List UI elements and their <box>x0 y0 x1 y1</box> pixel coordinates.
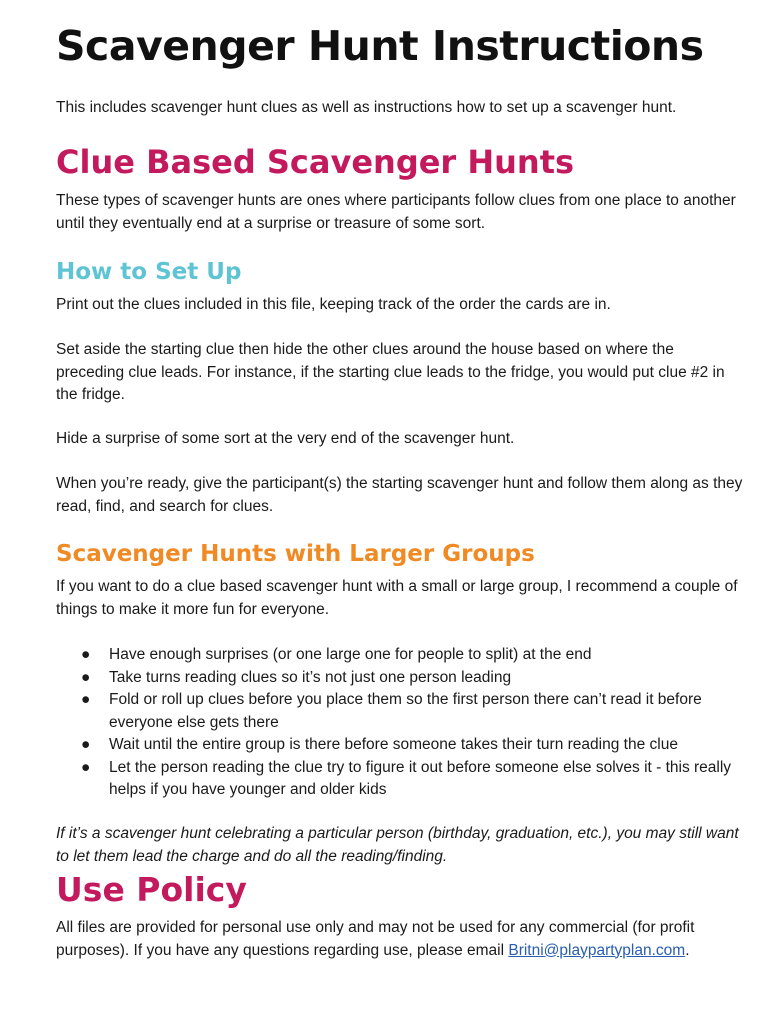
list-item-text: Take turns reading clues so it’s not just one person leading <box>109 668 512 686</box>
list-item <box>81 734 741 757</box>
tips-list <box>81 644 741 802</box>
setup-paragraph-4: When you’re ready, give the participant(s) the starting scavenger hunt and follow them along as they read, find, and search for clues. <box>56 475 743 515</box>
clue-section-body: These types of scavenger hunts are ones where participants follow clues from one place to another until they eventually end at a surprise or treasure of some sort. <box>56 192 736 232</box>
page-title: Scavenger Hunt Instructions <box>56 22 704 70</box>
list-item-text: Have enough surprises (or one large one for people to split) at the end <box>109 646 592 663</box>
list-item-text: Fold or roll up clues before you place them so the first person there can’t read it before everyone else gets there <box>109 691 702 731</box>
setup-paragraph-2: Set aside the starting clue then hide the other clues around the house based on where the preceding clue leads. For instance, if the starting clue leads to the fridge, you would put clue #2 in the fridge. <box>56 341 725 403</box>
policy-section-body <box>56 917 746 962</box>
groups-section-note: If it’s a scavenger hunt celebrating a particular person (birthday, graduation, etc.), you may still want to let them lead the charge and do all the reading/finding. <box>56 825 739 865</box>
setup-section-heading: How to Set Up <box>56 259 242 285</box>
groups-section-intro: If you want to do a clue based scavenger hunt with a small or large group, I recommend a couple of things to make it more fun for everyone. <box>56 578 738 618</box>
clue-section-heading: Clue Based Scavenger Hunts <box>56 143 575 181</box>
policy-text: All files are provided for personal use only and may not be used for any commercial (for profit purposes). If you have any questions regarding use, please email <box>56 919 695 959</box>
email-link[interactable]: Britni@playpartyplan.com <box>508 941 686 959</box>
list-item <box>81 757 741 802</box>
list-item-text: Wait until the entire group is there before someone takes their turn reading the clue <box>109 736 678 753</box>
bullet-dot-icon: ● <box>81 758 91 776</box>
intro-text: This includes scavenger hunt clues as well as instructions how to set up a scavenger hunt. <box>56 99 677 116</box>
policy-section-heading: Use Policy <box>56 870 247 909</box>
policy-text-end: . <box>685 941 690 959</box>
setup-paragraph-1: Print out the clues included in this file, keeping track of the order the cards are in. <box>56 296 611 313</box>
list-item <box>81 667 741 690</box>
groups-section-heading: Scavenger Hunts with Larger Groups <box>56 541 535 567</box>
list-item-text: Let the person reading the clue try to figure it out before someone else solves it - this really helps if you have younger and older kids <box>109 758 732 798</box>
list-item <box>81 644 741 667</box>
bullet-dot-icon: ● <box>81 691 91 708</box>
bullet-dot-icon: ● <box>81 736 91 753</box>
setup-paragraph-3: Hide a surprise of some sort at the very end of the scavenger hunt. <box>56 430 515 447</box>
list-item <box>81 689 741 734</box>
bullet-dot-icon: ● <box>81 646 91 663</box>
bullet-dot-icon: ● <box>81 668 91 686</box>
